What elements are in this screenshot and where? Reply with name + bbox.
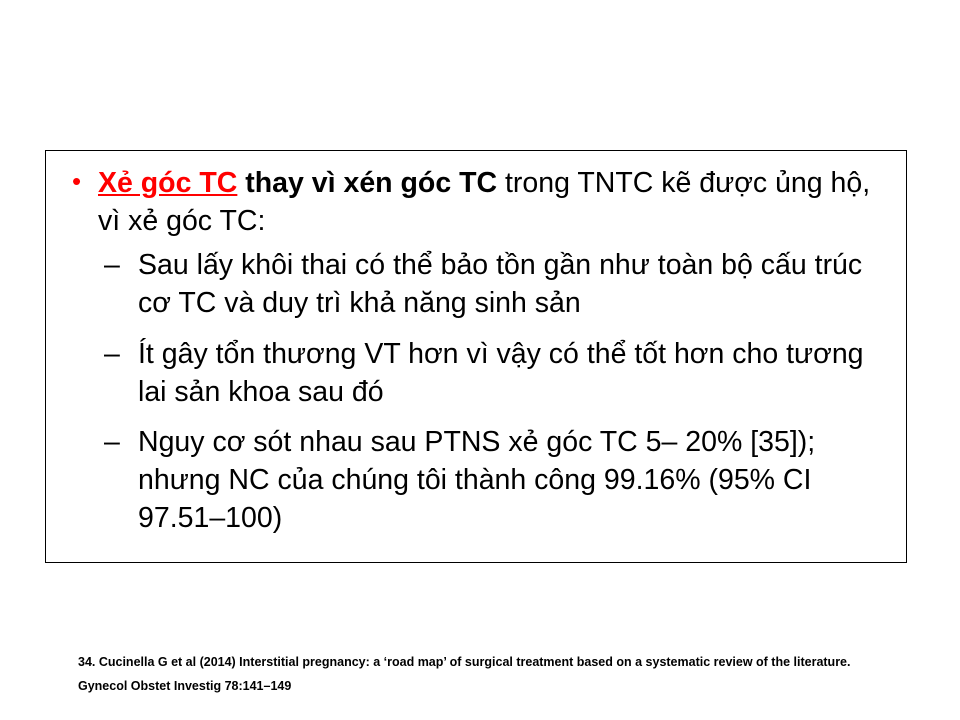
- sub-bullet-item-3: – Nguy cơ sót nhau sau PTNS xẻ góc TC 5– 20% [35]); nhưng NC của chúng tôi thành công 99.16% (95% CI 97.51–100): [98, 423, 888, 538]
- sub-bullet-item-1: – Sau lấy khôi thai có thể bảo tồn gần như toàn bộ cấu trúc cơ TC và duy trì khả năng sinh sản: [98, 246, 888, 322]
- content-box: [45, 150, 907, 563]
- main-bullet-emphasis-bold: thay vì xén góc TC: [237, 167, 498, 199]
- main-bullet-emphasis-red: Xẻ góc TC: [98, 167, 238, 199]
- bullet-list-level-2: [98, 246, 888, 537]
- main-bullet-item: [56, 165, 888, 538]
- sub-bullet-item-2: – Ít gây tổn thương VT hơn vì vậy có thể tốt hơn cho tương lai sản khoa sau đó: [98, 335, 888, 411]
- footnote-reference: 34. Cucinella G et al (2014) Interstitial pregnancy: a ‘road map’ of surgical treatment based on a systematic review of the literature. Gynecol Obstet Investig 78:141–149: [78, 655, 851, 694]
- bullet-list-level-1: [56, 165, 888, 538]
- main-bullet-rest: trong TNTC kẽ được ủng hộ, vì xẻ góc TC:: [98, 167, 871, 237]
